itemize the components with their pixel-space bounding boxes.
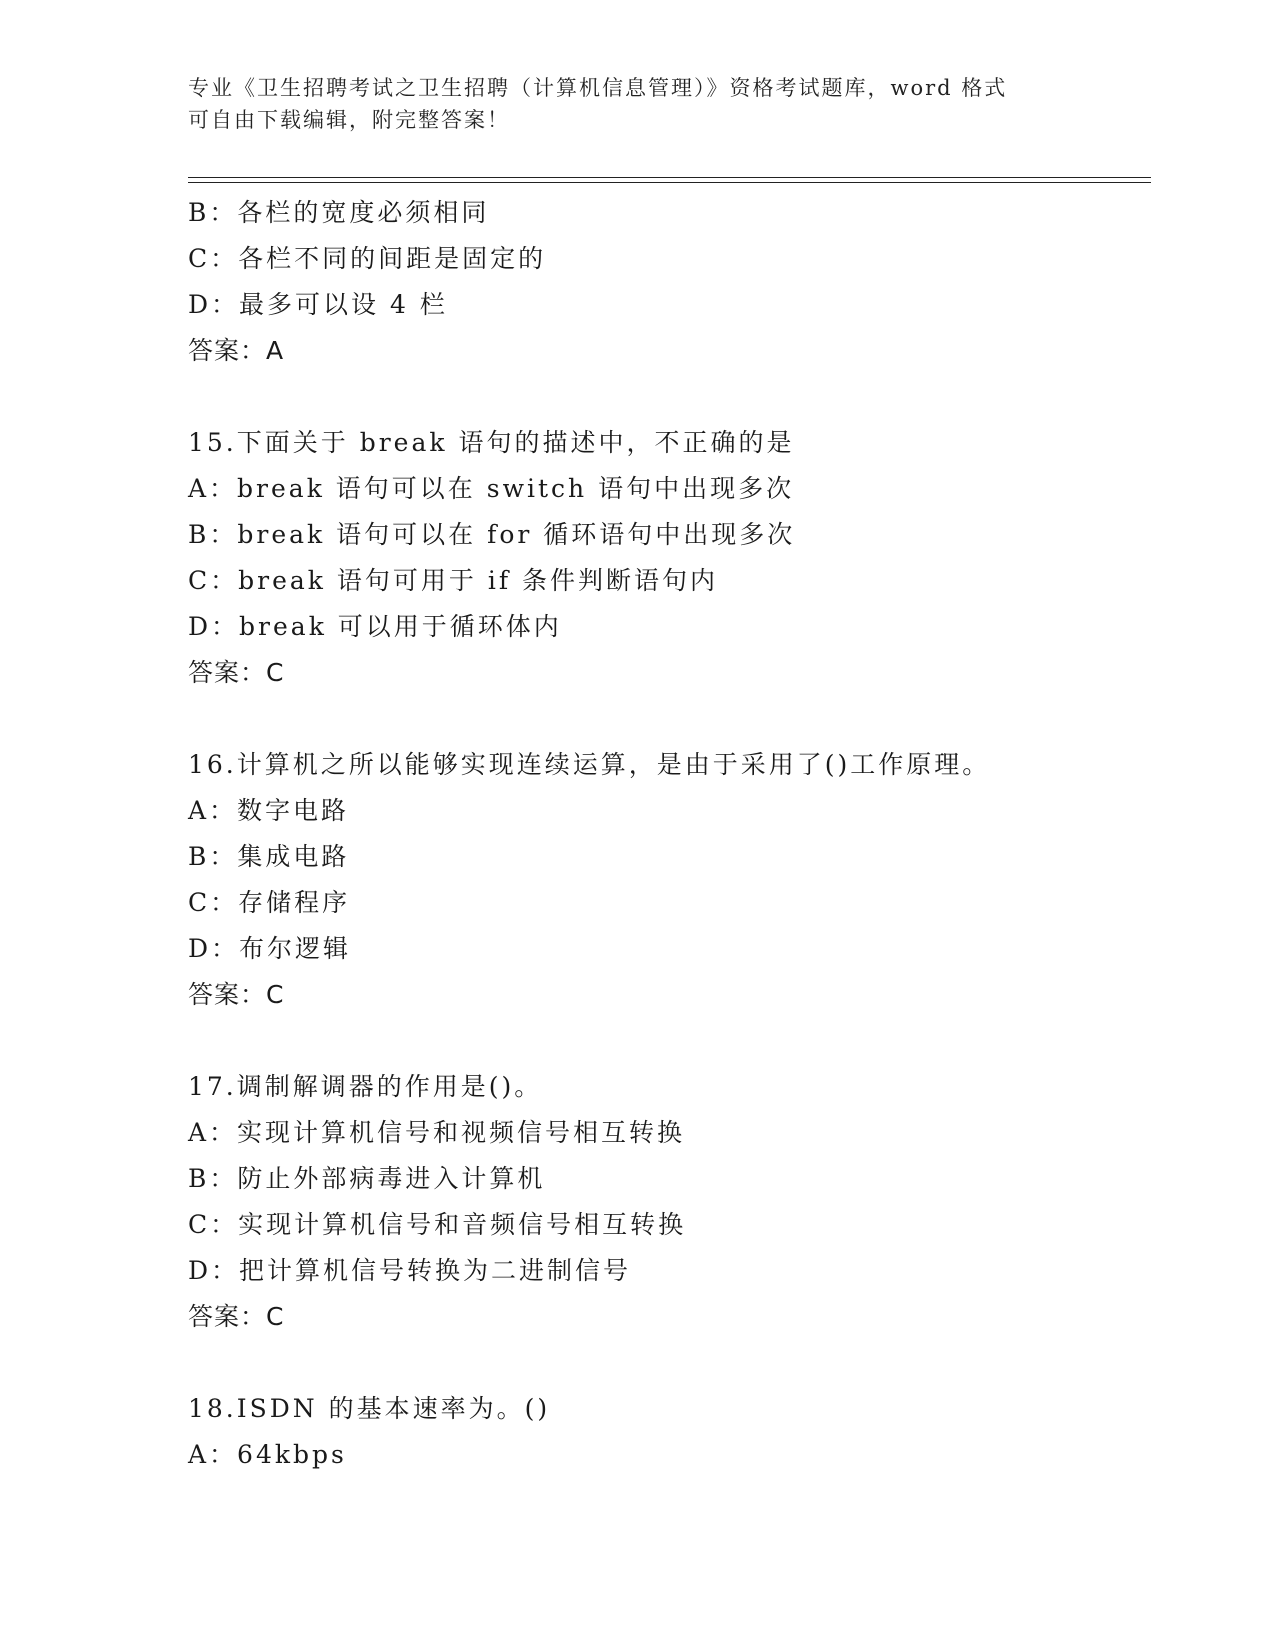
header-divider-bottom [188,182,1151,183]
option-d: D：把计算机信号转换为二进制信号 [188,1256,632,1285]
option-a: A：break 语句可以在 switch 语句中出现多次 [188,474,795,503]
option-d: D：最多可以设 4 栏 [188,290,448,319]
option-c: C：实现计算机信号和音频信号相互转换 [188,1210,687,1239]
option-d: D：布尔逻辑 [188,934,352,963]
question-block-17 [188,1064,1148,1340]
option-a: A：64kbps [188,1440,347,1469]
question-text: 15.下面关于 break 语句的描述中，不正确的是 [188,428,795,457]
option-c: C：各栏不同的间距是固定的 [188,244,547,273]
document-header [188,72,1088,136]
header-divider-top [188,177,1151,178]
question-block-16 [188,742,1148,1018]
answer-text: 答案：C [188,1302,285,1331]
option-a: A：数字电路 [188,796,350,825]
question-block-15 [188,420,1148,696]
option-d: D：break 可以用于循环体内 [188,612,562,641]
question-text: 18.ISDN 的基本速率为。() [188,1394,551,1423]
option-b: B：防止外部病毒进入计算机 [188,1164,546,1193]
answer-text: 答案：A [188,336,285,365]
option-c: C：break 语句可用于 if 条件判断语句内 [188,566,719,595]
header-line-1: 专业《卫生招聘考试之卫生招聘（计算机信息管理）》资格考试题库，word 格式 [188,76,1008,100]
option-a: A：实现计算机信号和视频信号相互转换 [188,1118,686,1147]
option-b: B：集成电路 [188,842,350,871]
answer-text: 答案：C [188,658,285,687]
question-text: 16.计算机之所以能够实现连续运算，是由于采用了()工作原理。 [188,750,991,779]
question-list [188,190,1148,1478]
question-block-14 [188,190,1148,374]
answer-text: 答案：C [188,980,285,1009]
option-b: B：各栏的宽度必须相同 [188,198,490,227]
option-b: B：break 语句可以在 for 循环语句中出现多次 [188,520,796,549]
header-line-2: 可自由下载编辑，附完整答案！ [188,108,510,132]
option-c: C：存储程序 [188,888,351,917]
question-text: 17.调制解调器的作用是()。 [188,1072,543,1101]
question-block-18 [188,1386,1148,1478]
